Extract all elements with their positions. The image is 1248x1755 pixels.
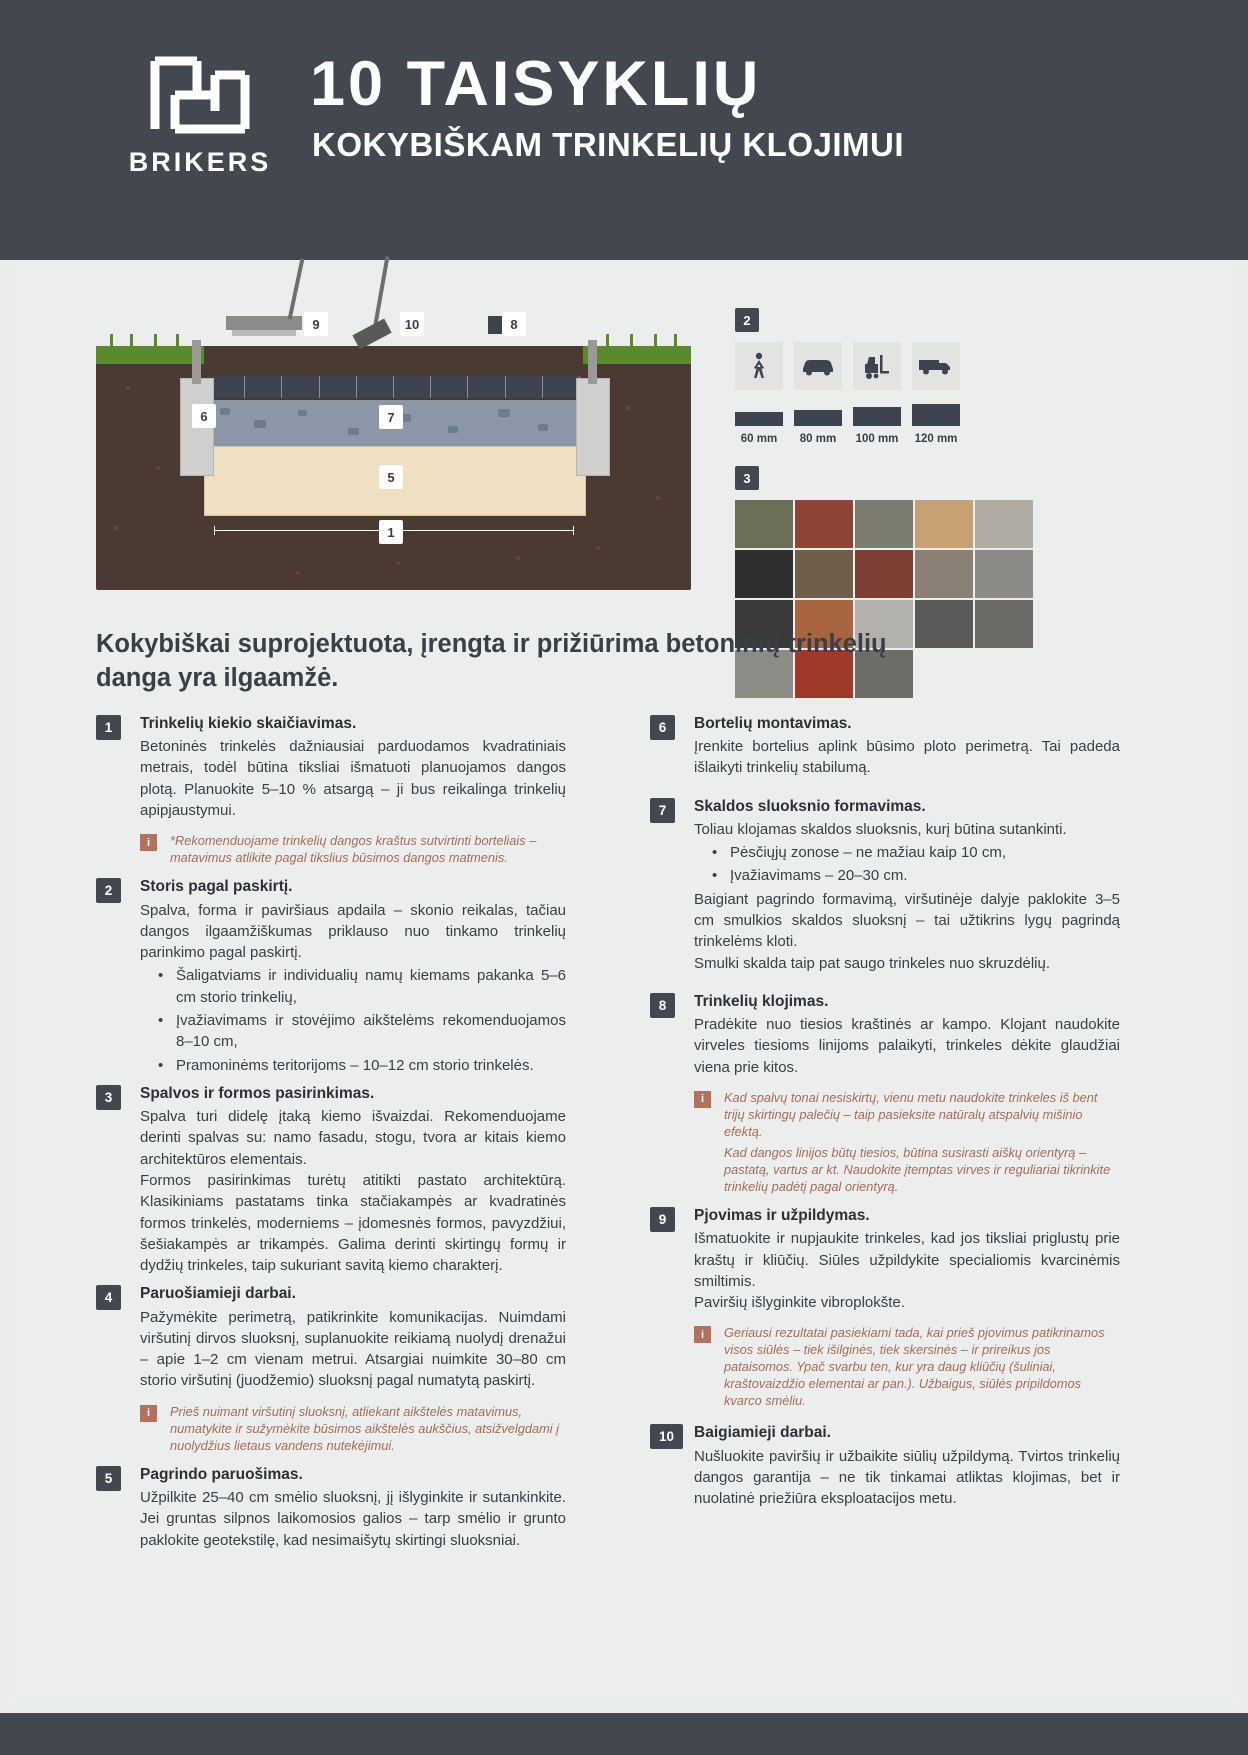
item-number: 7 (650, 798, 675, 823)
item-title: Paruošiamieji darbai. (140, 1285, 296, 1303)
list-bullet: • Įvažiavimams – 20–30 cm. (712, 865, 1120, 886)
item-number: 2 (96, 878, 121, 903)
kerb-right (576, 378, 610, 476)
item-title: Skaldos sluoksnio formavimas. (694, 797, 926, 815)
illus-marker-10: 10 (400, 312, 424, 336)
item-title: Spalvos ir formos pasirinkimas. (140, 1084, 375, 1102)
item-number: 5 (96, 1466, 121, 1491)
illus-marker-8: 8 (502, 312, 526, 336)
page-title: 10 TAISYKLIŲ (310, 49, 762, 119)
item-title: Bortelių montavimas. (694, 715, 852, 732)
item-title: Baigiamieji darbai. (694, 1424, 831, 1442)
item-note (140, 1403, 566, 1454)
color-swatch (975, 550, 1033, 598)
title-block (310, 49, 904, 164)
thickness-panel (735, 308, 975, 445)
item-number: 10 (650, 1424, 683, 1449)
pedestrian-icon (735, 342, 783, 390)
list-item (650, 797, 1120, 974)
item-body: Toliau klojamas skaldos sluoksnis, kurį būtina sutankinti. (694, 820, 1067, 838)
lead-paragraph: Kokybiškai suprojektuota, įrengta ir prižiūrima betoninių trinkelių danga yra ilgaamžė. (96, 630, 887, 692)
item-note-text-2: Kad dangos linijos būtų tiesios, būtina susirasti aiškų orientyrą – pastatą, vartus ar kt. Naudokite įtemptas virves ir reguliariai tikrinkite trinkelių padėtį pagal orientyrą. (724, 1145, 1111, 1195)
thickness-bar-120 (912, 404, 960, 426)
page-subtitle: KOKYBIŠKAM TRINKELIŲ KLOJIMUI (312, 126, 904, 164)
list-bullet: • Įvažiavimams ir stovėjimo aikštelėms rekomenduojamos 8–10 cm, (158, 1010, 566, 1053)
header-bar (0, 0, 1248, 260)
footer-bar (0, 1713, 1248, 1755)
item-title: Pjovimas ir užpildymas. (694, 1207, 870, 1225)
item-title: Trinkelių kiekio skaičiavimas. (140, 715, 357, 732)
list-item (96, 1284, 566, 1453)
item-body-3: Smulki skalda taip pat saugo trinkeles nuo skruzdėlių. (694, 954, 1051, 972)
illus-marker-6: 6 (192, 404, 216, 428)
item-number: 4 (96, 1285, 121, 1310)
item-body: Nušluokite paviršių ir užbaikite siūlių užpildymą. Tvirtos trinkelių dangos garantija – ne tik tinkamai atliktas klojimas, bet ir nuolatinė priežiūra eksploatacijos metu. (694, 1447, 1120, 1508)
thickness-bar-100 (853, 407, 901, 426)
item-body: Pradėkite nuo tiesios kraštinės ar kampo. Klojant naudokite virveles tiesioms linijoms palaikyti, trinkeles dėkite glaudžiai viena prie kitos. (694, 1016, 1120, 1076)
color-swatch (735, 550, 793, 598)
grass-right (583, 346, 691, 364)
usage-icon-row (735, 342, 975, 390)
vibroplate-base (232, 330, 296, 336)
thickness-label-row (735, 433, 975, 445)
brikers-logo-icon (145, 55, 255, 135)
brand-name: BRIKERS (128, 147, 272, 177)
truck-icon (912, 342, 960, 390)
item-body: Spalva turi didelę įtaką kiemo išvaizdai. Rekomenduojame derinti spalvas su: namo fasadu, stogu, tvora ar kitais kiemo architektūros elementais. (140, 1108, 566, 1168)
forklift-icon (853, 342, 901, 390)
item-body: Pažymėkite perimetrą, patikrinkite komunikacijas. Nuimdami viršutinį dirvos sluoksnį, suplanuokite reikiamą nuolydį drenažui – apie 1–2 cm vienam metrui. Atsargiai nuimkite 30–80 cm storio viršutinį (juodžemio) sluoksnį pagal numatytą paskirtį. (140, 1308, 566, 1390)
post-left (192, 340, 201, 384)
item-note (140, 832, 566, 866)
color-swatch (795, 550, 853, 598)
color-swatch (855, 550, 913, 598)
color-swatch (975, 500, 1033, 548)
car-icon (794, 342, 842, 390)
item-note (694, 1089, 1120, 1195)
list-item (650, 714, 1120, 779)
item-body-2: Baigiant pagrindo formavimą, viršutinėje dalyje paklokite 3–5 cm smulkios skaldos sluoksnį – tai užtikrins lygų pagrindą trinkelėms kloti. (694, 890, 1120, 951)
item-note-text: Geriausi rezultatai pasiekiami tada, kai prieš pjovimus patikrinamos visos siūlės – tiek išilginės, tiek skersinės – ir prireikus jos pataisomos. Ypač svarbu ten, kur yra daug kliūčių (šuliniai, kraštovaizdžio elementai ar pan.). Užbaigus, siūlės pripildomos kvarco smėliu. (724, 1325, 1105, 1409)
item-number: 6 (650, 715, 675, 740)
illus-marker-1: 1 (379, 520, 403, 544)
list-bullet: • Pramoninėms teritorijoms – 10–12 cm storio trinkelės. (158, 1055, 566, 1076)
list-bullet: • Pėsčiųjų zonose – ne mažiau kaip 10 cm, (712, 842, 1120, 863)
list-item (650, 992, 1120, 1195)
cross-section-illustration (96, 300, 691, 590)
thickness-value-80: 80 mm (799, 433, 837, 445)
item-number: 9 (650, 1207, 675, 1232)
item-note-text: Kad spalvų tonai nesiskirtų, vienu metu naudokite trinkeles iš bent trijų skirtingų palečių – taip pasieksite natūralų atspalvių mišinio efektą. (724, 1089, 1098, 1140)
thickness-bar-60 (735, 412, 783, 426)
item-body: Betoninės trinkelės dažniausiai parduodamos kvadratiniais metrais, todėl būtina tiksliai išmatuoti planuojamos dangos plotą. Planuokite 5–10 % atsargą – ji bus reikalinga trinkelių apipjaustymui. (140, 738, 566, 820)
item-number: 8 (650, 993, 675, 1018)
list-item (650, 1423, 1120, 1509)
color-swatch (915, 600, 973, 648)
colors-panel-label: 3 (735, 466, 759, 490)
item-number: 1 (96, 715, 121, 740)
item-body: Užpilkite 25–40 cm smėlio sluoksnį, jį išlyginkite ir sutankinkite. Jei gruntas silpnos laikomosios galios – tarp smėlio ir grunto paklokite geotekstilę, kad nesimaišytų skirtingi sluoksniai. (140, 1488, 566, 1549)
list-item (650, 1206, 1120, 1409)
item-bullets (140, 965, 566, 1075)
brand-logo (105, 55, 295, 178)
thickness-value-100: 100 mm (855, 433, 899, 445)
item-body-2: Formos pasirinkimas turėtų atitikti pastato architektūrą. Klasikiniams pastatams tinka stačiakampės ar kvadratinės formos trinkelės, moderniems – įdomesnės formos, pavyzdžiui, šešiakampės ar trikampės. Galima derinti skirtingų formų ir dydžių trinkeles, taip sukuriant savitą kiemo charakterį. (140, 1171, 566, 1275)
right-column (650, 712, 1120, 1518)
list-item (96, 1084, 566, 1277)
item-body: Spalva, forma ir paviršiaus apdaila – skonio reikalas, tačiau dangos ilgaamžiškumas priklauso nuo tinkamo trinkelių parinkimo pagal paskirtį. (140, 901, 566, 962)
color-swatch (735, 500, 793, 548)
left-column (96, 712, 566, 1559)
list-bullet: • Šaligatviams ir individualių namų kiemams pakanka 5–6 cm storio trinkelių, (158, 965, 566, 1008)
post-right (588, 340, 597, 384)
color-swatch (795, 500, 853, 548)
item-number: 3 (96, 1085, 121, 1110)
illus-marker-5: 5 (379, 465, 403, 489)
item-body-2: Paviršių išlyginkite vibroplokšte. (694, 1294, 905, 1312)
item-bullets (694, 842, 1120, 887)
grass-left (96, 346, 204, 364)
list-item (96, 714, 566, 866)
thickness-bar-80 (794, 410, 842, 426)
illus-marker-9: 9 (304, 312, 328, 336)
item-note-text: *Rekomenduojame trinkelių dangos kraštus sutvirtinti borteliais – matavimus atlikite pagal tikslius būsimos dangos matmenis. (170, 833, 537, 866)
item-body: Įrenkite bortelius aplink būsimo ploto perimetrą. Tai padeda išlaikyti trinkelių stabilumą. (694, 738, 1120, 777)
thickness-value-60: 60 mm (740, 433, 778, 445)
thickness-value-120: 120 mm (914, 433, 958, 445)
color-swatch (975, 600, 1033, 648)
color-swatch (915, 500, 973, 548)
thickness-bar-row (735, 402, 975, 426)
list-item (96, 1465, 566, 1551)
item-body: Išmatuokite ir nupjaukite trinkeles, kad jos tiksliai priglustų prie kraštų ir kliūčių. Siūles užpildykite specialiomis kvarcinėmis smiltimis. (694, 1230, 1120, 1290)
item-note-text: Prieš nuimant viršutinį sluoksnį, atliekant aikštelės matavimus, numatykite ir sužymėkite būsimos aikštelės aukščius, atsižvelgdami į nuolydžius lietaus vandens nutekėjimui. (170, 1403, 560, 1453)
item-note (694, 1324, 1120, 1409)
thickness-panel-label: 2 (735, 308, 759, 332)
info-icon: i (140, 834, 157, 851)
info-icon: i (694, 1326, 711, 1343)
item-title: Pagrindo paruošimas. (140, 1465, 303, 1483)
item-title: Storis pagal paskirtį. (140, 878, 293, 896)
broom-icon (352, 318, 391, 349)
paver-layer (208, 376, 580, 398)
color-swatch (915, 550, 973, 598)
illus-marker-7: 7 (379, 405, 403, 429)
list-item (96, 877, 566, 1076)
item-title: Trinkelių klojimas. (694, 992, 829, 1010)
info-icon: i (694, 1091, 711, 1108)
info-icon: i (140, 1405, 157, 1422)
color-swatch (855, 500, 913, 548)
